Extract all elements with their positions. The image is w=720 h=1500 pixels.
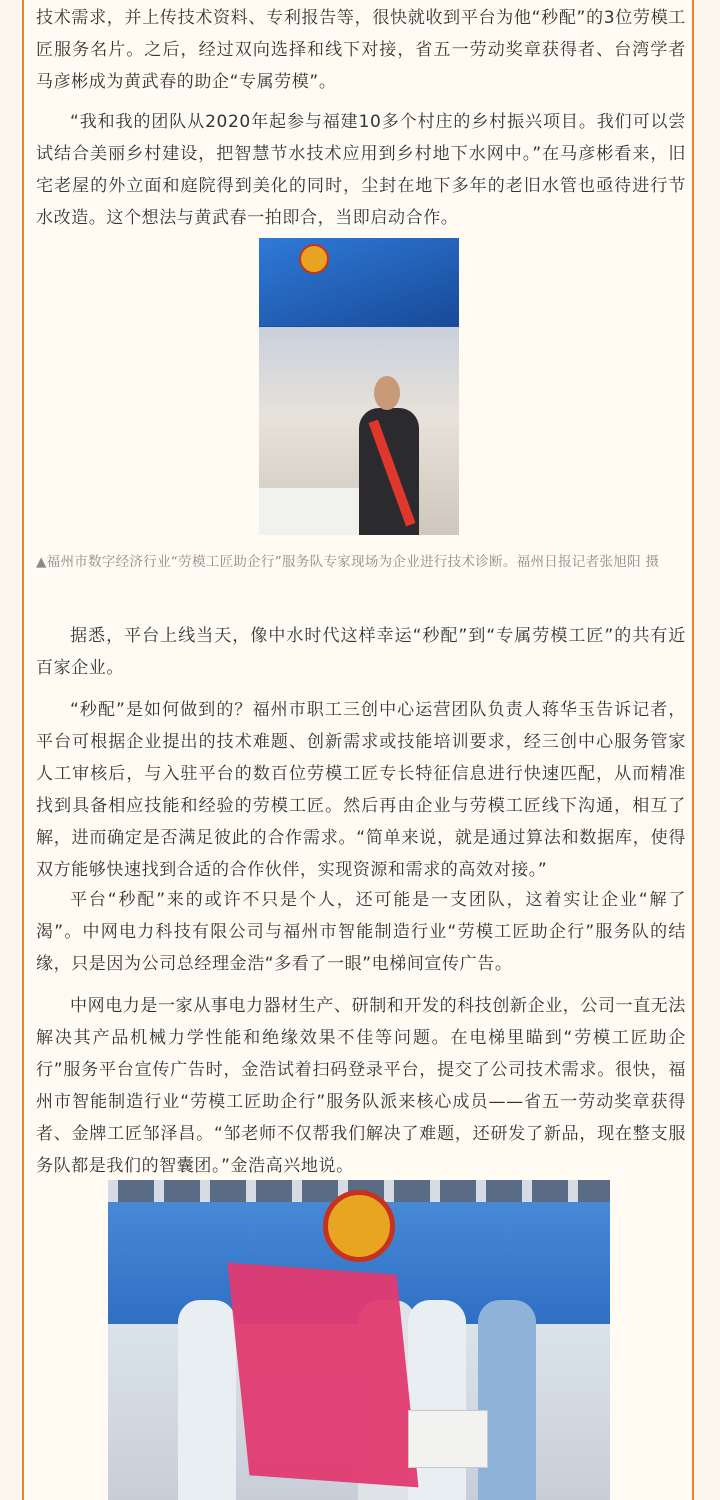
paragraph-2: “我和我的团队从2020年起参与福建10多个村庄的乡村振兴项目。我们可以尝试结合美丽乡村建设，把智慧节水技术应用到乡村地下水网中。”在马彦彬看来，旧宅老屋的外立面和庭院得到美化的同时，尘封在地下多年的老旧水管也亟待进行节水改造。这个想法与黄武春一拍即合，当即启动合作。 (36, 112, 686, 228)
union-logo-icon (323, 1190, 395, 1262)
paragraph-6: 中网电力是一家从事电力器材生产、研制和开发的科技创新企业，公司一直无法解决其产品机械力学性能和绝缘效果不佳等问题。在电梯里瞄到“劳模工匠助企行”服务平台宣传广告时，金浩试着扫码登录平台，提交了公司技术需求。很快，福州市智能制造行业“劳模工匠助企行”服务队派来核心成员——省五一劳动奖章获得者、金牌工匠邹泽昌。“邹老师不仅帮我们解决了难题，还研发了新品，现在整支服务队都是我们的智囊团。”金浩高兴地说。 (36, 996, 686, 1176)
photo-diagnosis-meeting (259, 238, 459, 535)
union-logo-icon (299, 244, 329, 274)
photo-person (478, 1300, 536, 1500)
photo-speaker-head (374, 376, 400, 410)
paragraph-5: 平台“秒配”来的或许不只是个人，还可能是一支团队，这着实让企业“解了渴”。中网电力科技有限公司与福州市智能制造行业“劳模工匠助企行”服务队的结缘，只是因为公司总经理金浩“多看了一眼”电梯间宣传广告。 (36, 890, 686, 974)
photo-banner (259, 238, 459, 326)
photo-flag-ceremony (108, 1180, 610, 1500)
paragraph-3: 据悉，平台上线当天，像中水时代这样幸运“秒配”到“专属劳模工匠”的共有近百家企业。 (36, 626, 686, 678)
paragraph-4: “秒配”是如何做到的？福州市职工三创中心运营团队负责人蒋华玉告诉记者，平台可根据企业提出的技术难题、创新需求或技能培训要求，经三创中心服务管家人工审核后，与入驻平台的数百位劳模工匠专长特征信息进行快速匹配，从而精准找到具备相应技能和经验的劳模工匠。然后再由企业与劳模工匠线下沟通，相互了解，进而确定是否满足彼此的合作需求。“简单来说，就是通过算法和数据库，使得双方能够快速找到合适的合作伙伴，实现资源和需求的高效对接。” (36, 700, 686, 880)
team-flag (227, 1263, 418, 1488)
photo-caption: ▲福州市数字经济行业“劳模工匠助企行”服务队专家现场为企业进行技术诊断。福州日报记者张旭阳 摄 (36, 554, 660, 570)
award-plaque (408, 1410, 488, 1468)
photo-person (178, 1300, 236, 1500)
paragraph-1: 技术需求，并上传技术资料、专利报告等，很快就收到平台为他“秒配”的3位劳模工匠服务名片。之后，经过双向选择和线下对接，省五一劳动奖章获得者、台湾学者马彦彬成为黄武春的助企“专属劳模”。 (36, 8, 686, 92)
